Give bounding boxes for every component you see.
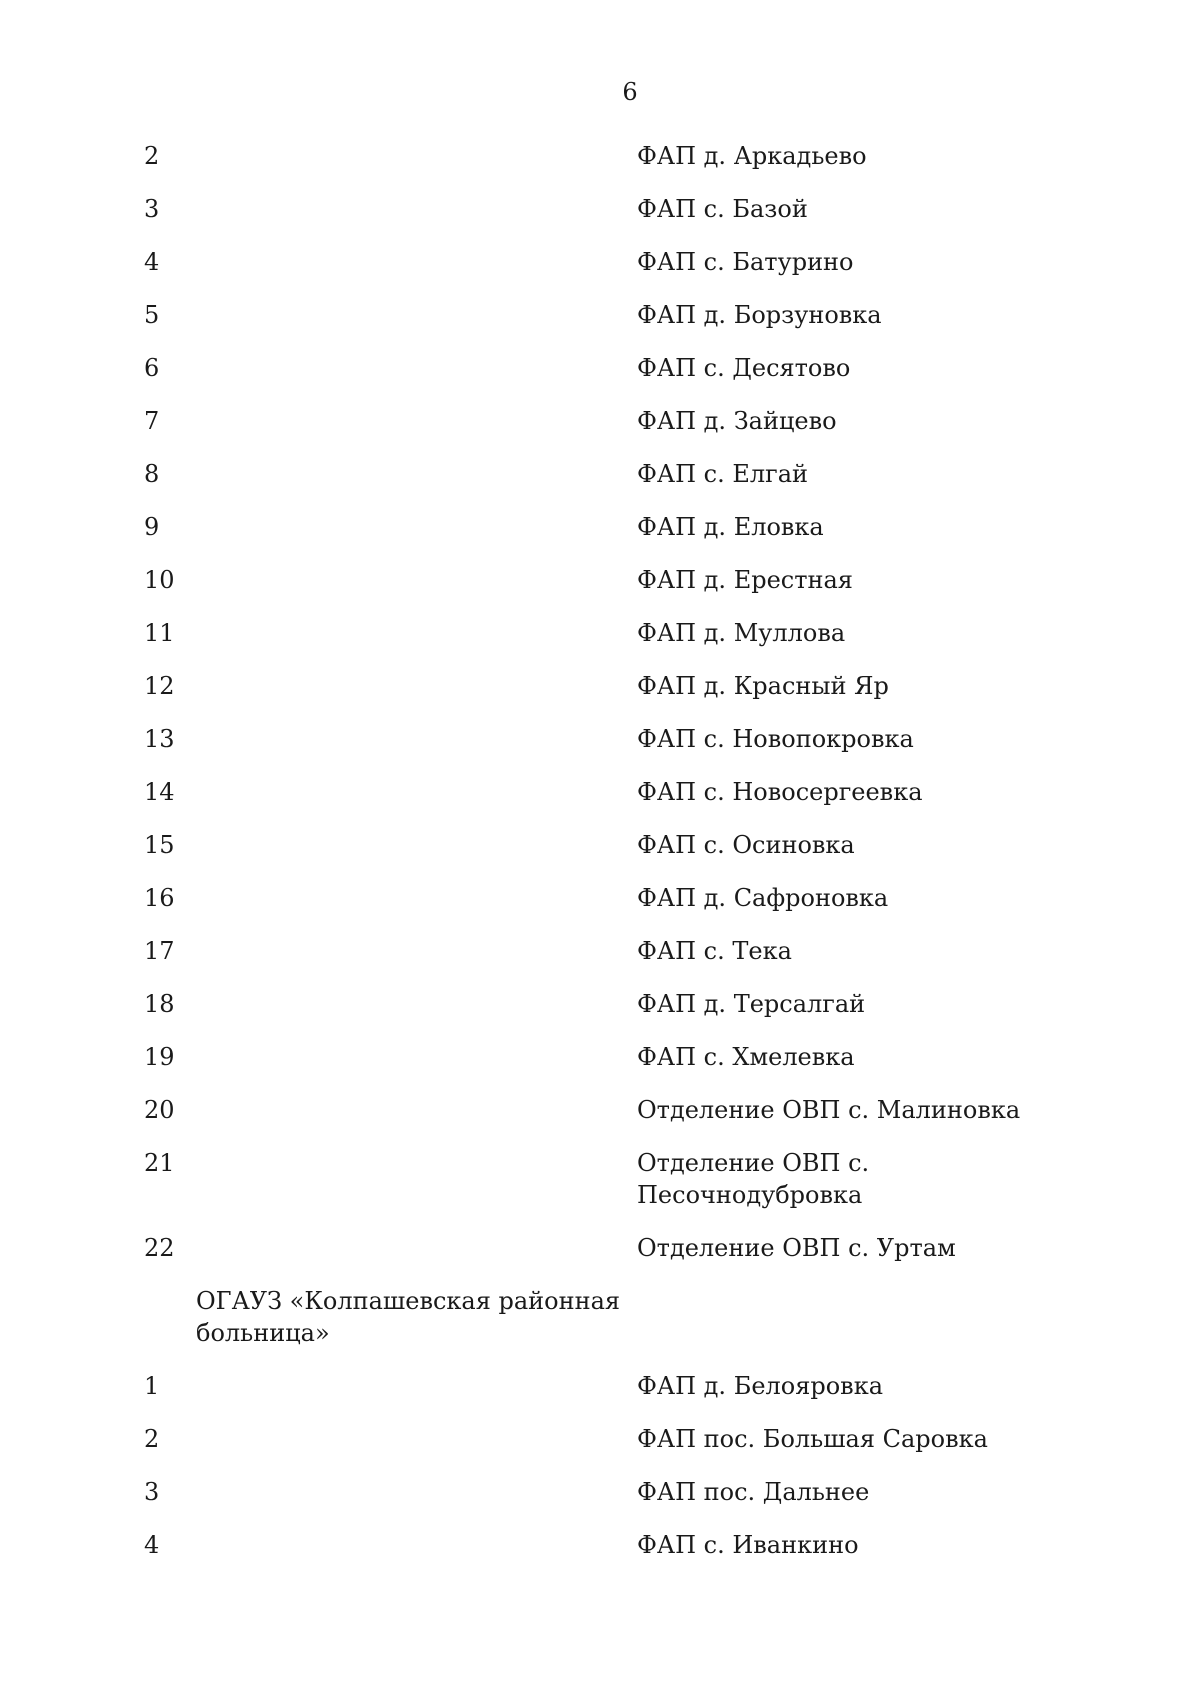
item-number: 4 <box>144 1531 160 1559</box>
item-name: ФАП с. Иванкино <box>637 1531 859 1559</box>
item-number: 17 <box>144 937 175 965</box>
list-item <box>0 564 1200 596</box>
list-item <box>0 246 1200 278</box>
item-number: 16 <box>144 884 175 912</box>
list-item <box>0 670 1200 702</box>
item-number: 4 <box>144 248 160 276</box>
item-number: 22 <box>144 1234 175 1262</box>
list-item <box>0 617 1200 649</box>
item-name: Отделение ОВП с. Малиновка <box>637 1096 1021 1124</box>
item-name: ФАП д. Терсалгай <box>637 990 866 1018</box>
list-item <box>0 1476 1200 1508</box>
item-name: ФАП с. Базой <box>637 195 808 223</box>
item-number: 9 <box>144 513 160 541</box>
item-name: ФАП д. Белояровка <box>637 1372 883 1400</box>
list-item <box>0 458 1200 490</box>
list-item <box>0 882 1200 914</box>
item-name: ФАП с. Десятово <box>637 354 851 382</box>
item-number: 3 <box>144 1478 160 1506</box>
item-name: ФАП д. Зайцево <box>637 407 837 435</box>
group-heading-row <box>0 1285 1200 1349</box>
list-item <box>0 511 1200 543</box>
item-number: 19 <box>144 1043 175 1071</box>
list-item <box>0 1094 1200 1126</box>
list-item <box>0 1370 1200 1402</box>
item-name: ФАП д. Красный Яр <box>637 672 889 700</box>
item-name: ФАП пос. Большая Саровка <box>637 1425 988 1453</box>
facility-list <box>0 140 1200 1582</box>
list-item <box>0 405 1200 437</box>
item-number: 7 <box>144 407 160 435</box>
item-number: 20 <box>144 1096 175 1124</box>
item-number: 15 <box>144 831 175 859</box>
item-number: 8 <box>144 460 160 488</box>
item-name: ФАП д. Борзуновка <box>637 301 882 329</box>
item-name: Отделение ОВП с. Песочнодубровка <box>637 1149 870 1209</box>
list-item <box>0 299 1200 331</box>
list-item <box>0 1041 1200 1073</box>
page-number: 6 <box>622 78 638 106</box>
item-number: 2 <box>144 1425 160 1453</box>
list-item <box>0 140 1200 172</box>
item-name: ФАП д. Еловка <box>637 513 824 541</box>
item-name: Отделение ОВП с. Уртам <box>637 1234 956 1262</box>
item-number: 18 <box>144 990 175 1018</box>
item-number: 6 <box>144 354 160 382</box>
item-name: ФАП д. Сафроновка <box>637 884 889 912</box>
item-name: ФАП д. Муллова <box>637 619 846 647</box>
item-name: ФАП с. Хмелевка <box>637 1043 855 1071</box>
item-number: 2 <box>144 142 160 170</box>
item-name: ФАП с. Новосергеевка <box>637 778 923 806</box>
item-name: ФАП пос. Дальнее <box>637 1478 870 1506</box>
item-number: 3 <box>144 195 160 223</box>
list-item <box>0 1232 1200 1264</box>
item-number: 1 <box>144 1372 160 1400</box>
list-item <box>0 829 1200 861</box>
item-name: ФАП с. Елгай <box>637 460 808 488</box>
item-name: ФАП с. Осиновка <box>637 831 855 859</box>
list-item <box>0 193 1200 225</box>
item-name: ФАП с. Новопокровка <box>637 725 914 753</box>
item-number: 10 <box>144 566 175 594</box>
list-item <box>0 988 1200 1020</box>
list-item <box>0 1529 1200 1561</box>
item-number: 14 <box>144 778 175 806</box>
group-heading: ОГАУЗ «Колпашевская районная больница» <box>196 1287 621 1347</box>
list-item <box>0 935 1200 967</box>
item-name: ФАП д. Ерестная <box>637 566 853 594</box>
list-item <box>0 723 1200 755</box>
item-number: 13 <box>144 725 175 753</box>
list-item <box>0 1147 1200 1211</box>
list-item <box>0 1423 1200 1455</box>
list-item <box>0 776 1200 808</box>
item-name: ФАП д. Аркадьево <box>637 142 867 170</box>
item-number: 12 <box>144 672 175 700</box>
item-number: 11 <box>144 619 175 647</box>
item-name: ФАП с. Батурино <box>637 248 854 276</box>
item-number: 5 <box>144 301 160 329</box>
list-item <box>0 352 1200 384</box>
item-name: ФАП с. Тека <box>637 937 792 965</box>
item-number: 21 <box>144 1149 175 1177</box>
